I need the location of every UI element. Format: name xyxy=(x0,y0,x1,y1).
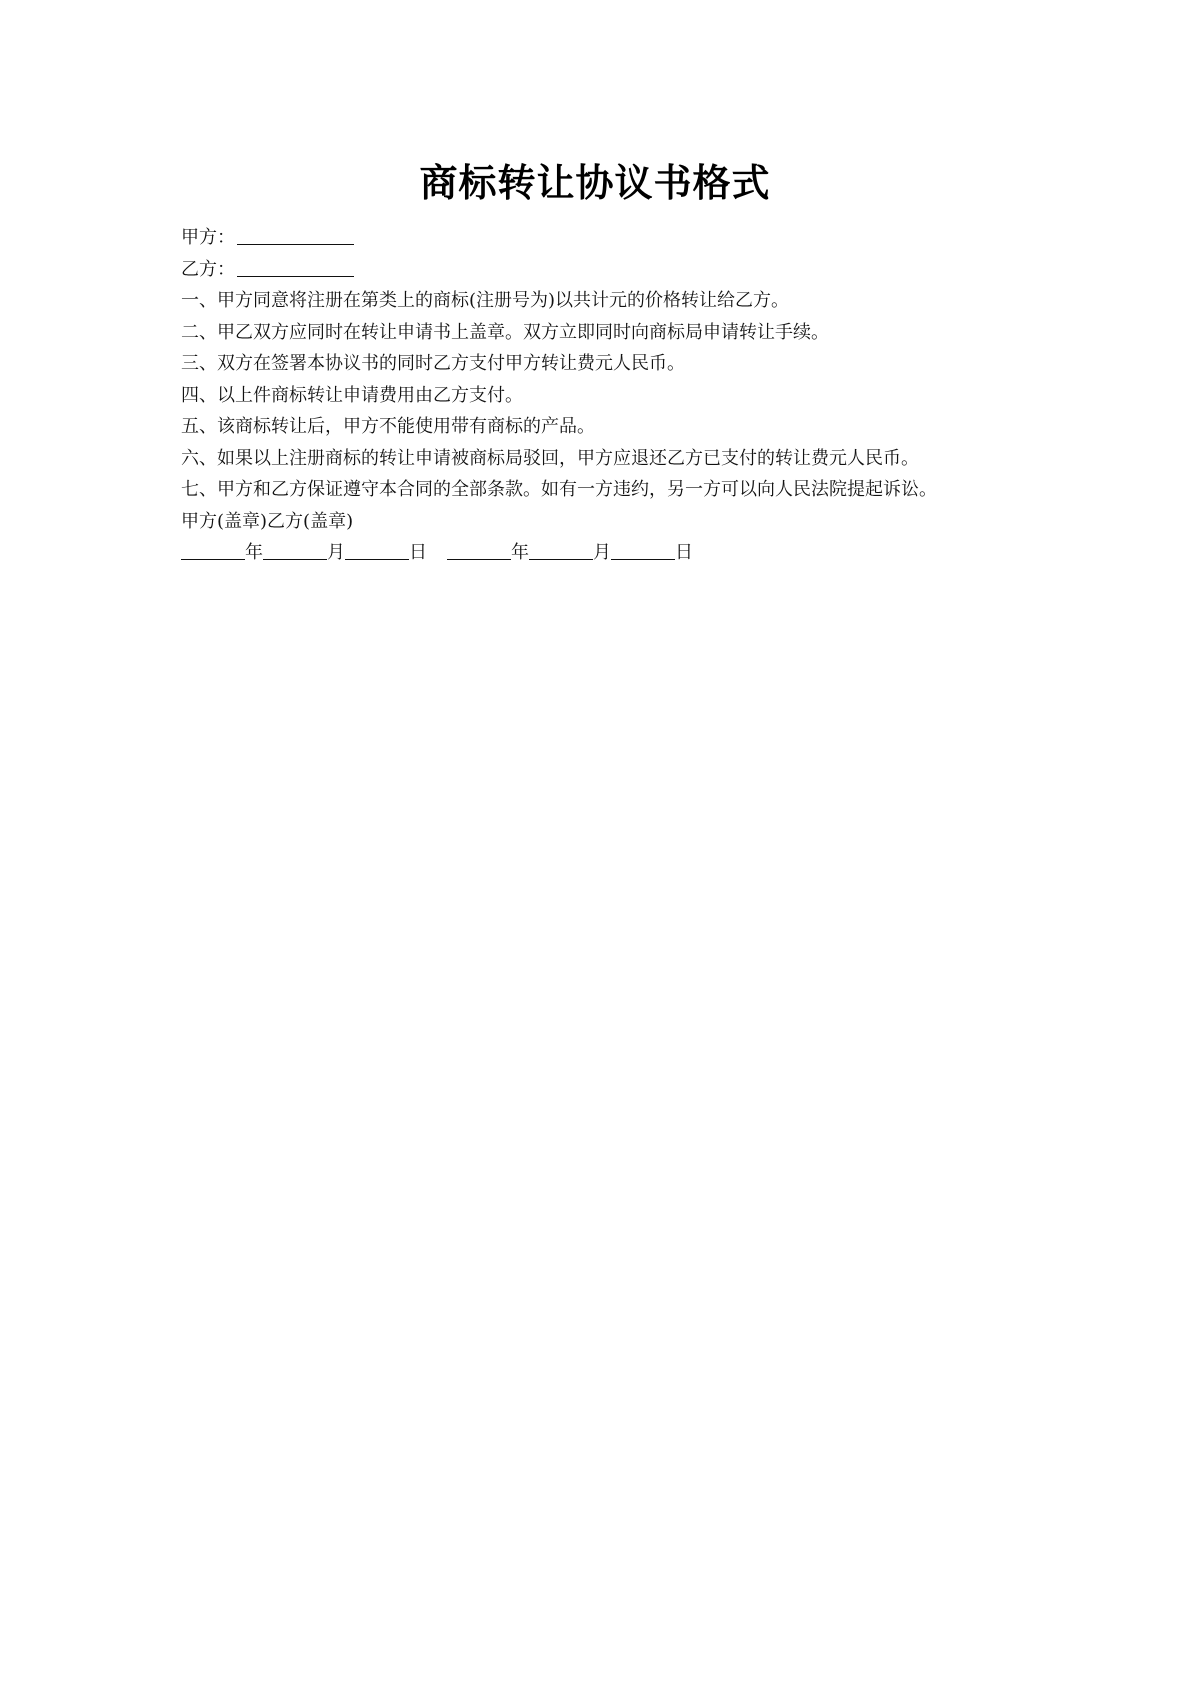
document-body xyxy=(181,222,1021,569)
clause-2: 二、甲乙双方应同时在转让申请书上盖章。双方立即同时向商标局申请转让手续。 xyxy=(181,321,829,343)
date-b-day-blank xyxy=(611,541,675,560)
date-b-year-label: 年 xyxy=(511,542,529,563)
date-a-year-label: 年 xyxy=(245,542,263,563)
date-line xyxy=(181,537,1021,569)
date-a-day-blank xyxy=(345,541,409,560)
party-b-label: 乙方： xyxy=(181,258,235,280)
clause-5: 五、该商标转让后，甲方不能使用带有商标的产品。 xyxy=(181,416,595,437)
date-a-day-label: 日 xyxy=(409,542,427,563)
clause-1: 一、甲方同意将注册在第类上的商标(注册号为)以共计元的价格转让给乙方。 xyxy=(181,290,790,311)
seal-line: 甲方(盖章)乙方(盖章) xyxy=(181,510,354,532)
document-title: 商标转让协议书格式 xyxy=(419,161,771,205)
clause-6: 六、如果以上注册商标的转让申请被商标局驳回，甲方应退还乙方已支付的转让费元人民币。 xyxy=(181,447,919,469)
party-a-blank xyxy=(237,226,354,245)
clause-7: 七、甲方和乙方保证遵守本合同的全部条款。如有一方违约，另一方可以向人民法院提起诉讼。 xyxy=(181,479,937,500)
date-b-month-label: 月 xyxy=(593,542,611,563)
party-b-blank xyxy=(237,258,354,277)
date-a-month-blank xyxy=(263,541,327,560)
party-b-line xyxy=(181,254,1021,286)
clause-4: 四、以上件商标转让申请费用由乙方支付。 xyxy=(181,384,523,406)
party-a-line xyxy=(181,222,1021,254)
date-b-day-label: 日 xyxy=(675,542,693,563)
clause-3: 三、双方在签署本协议书的同时乙方支付甲方转让费元人民币。 xyxy=(181,353,685,374)
date-b-year-blank xyxy=(447,541,511,560)
party-a-label: 甲方： xyxy=(181,227,235,248)
date-a-month-label: 月 xyxy=(327,542,345,563)
date-a-year-blank xyxy=(181,541,245,560)
date-b-month-blank xyxy=(529,541,593,560)
